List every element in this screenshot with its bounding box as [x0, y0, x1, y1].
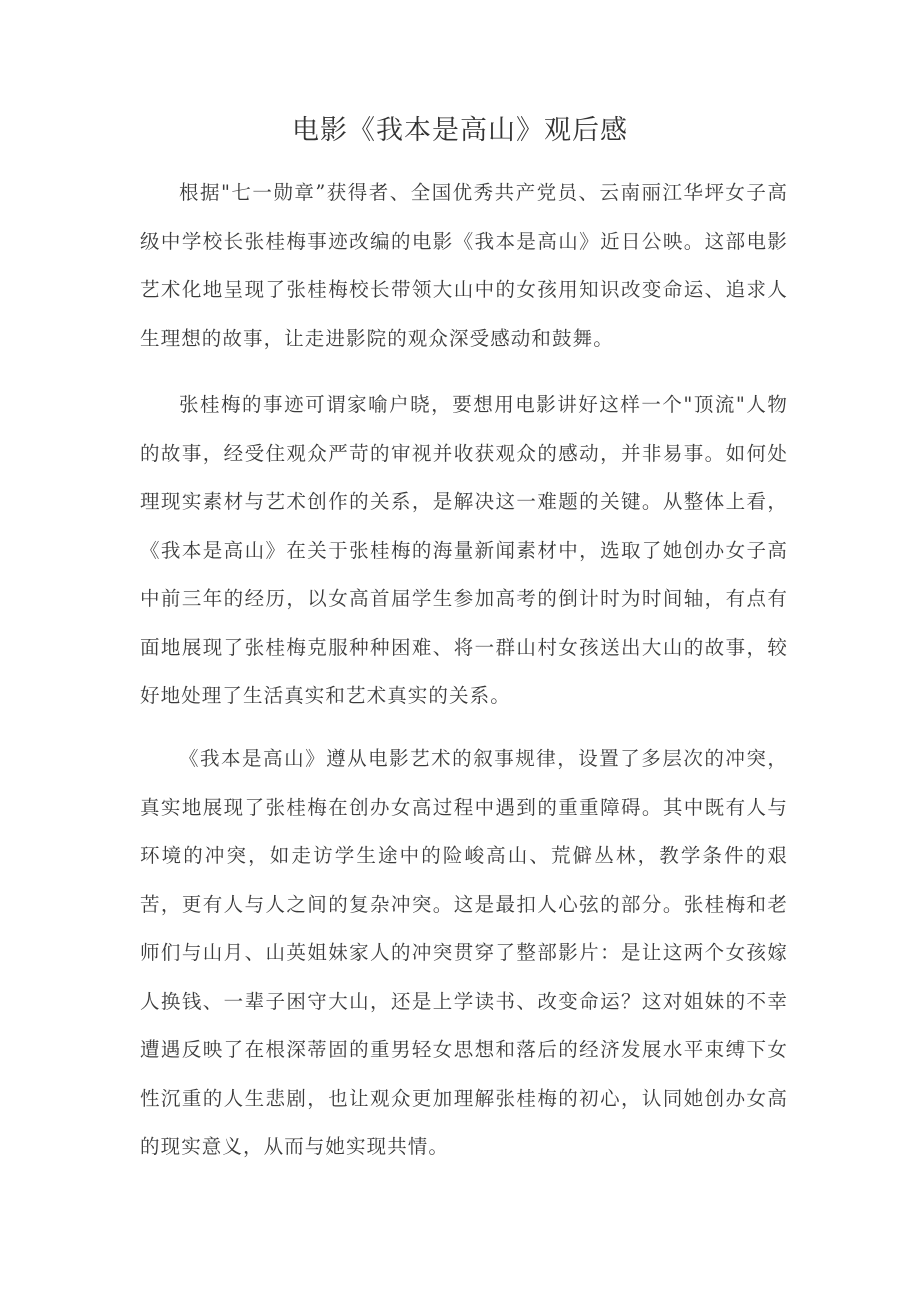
paragraph-3: 《我本是高山》遵从电影艺术的叙事规律，设置了多层次的冲突，真实地展现了张桂梅在创办女高过程中遇到的重重障碍。其中既有人与环境的冲突，如走访学生途中的险峻高山、荒僻丛林，教学条件的艰苦，更有人与人之间的复杂冲突。这是最扣人心弦的部分。张桂梅和老师们与山月、山英姐妹家人的冲突贯穿了整部影片：是让这两个女孩嫁人换钱、一辈子困守大山，还是上学读书、改变命运？这对姐妹的不幸遭遇反映了在根深蒂固的重男轻女思想和落后的经济发展水平束缚下女性沉重的人生悲剧，也让观众更加理解张桂梅的初心，认同她创办女高的现实意义，从而与她实现共情。 — [140, 747, 788, 1158]
paragraph-2: 张桂梅的事迹可谓家喻户晓，要想用电影讲好这样一个"顶流"人物的故事，经受住观众严苛的审视并收获观众的感动，并非易事。如何处理现实素材与艺术创作的关系，是解决这一难题的关键。从整体上看，《我本是高山》在关于张桂梅的海量新闻素材中，选取了她创办女子高中前三年的经历，以女高首届学生参加高考的倒计时为时间轴，有点有面地展现了张桂梅克服种种困难、将一群山村女孩送出大山的故事，较好地处理了生活真实和艺术真实的关系。 — [140, 393, 788, 707]
document-title: 电影《我本是高山》观后感 — [292, 115, 628, 146]
paragraph-1: 根据"七一勋章”获得者、全国优秀共产党员、云南丽江华坪女子高级中学校长张桂梅事迹改编的电影《我本是高山》近日公映。这部电影艺术化地呈现了张桂梅校长带领大山中的女孩用知识改变命运、追求人生理想的故事，让走进影院的观众深受感动和鼓舞。 — [140, 181, 788, 350]
